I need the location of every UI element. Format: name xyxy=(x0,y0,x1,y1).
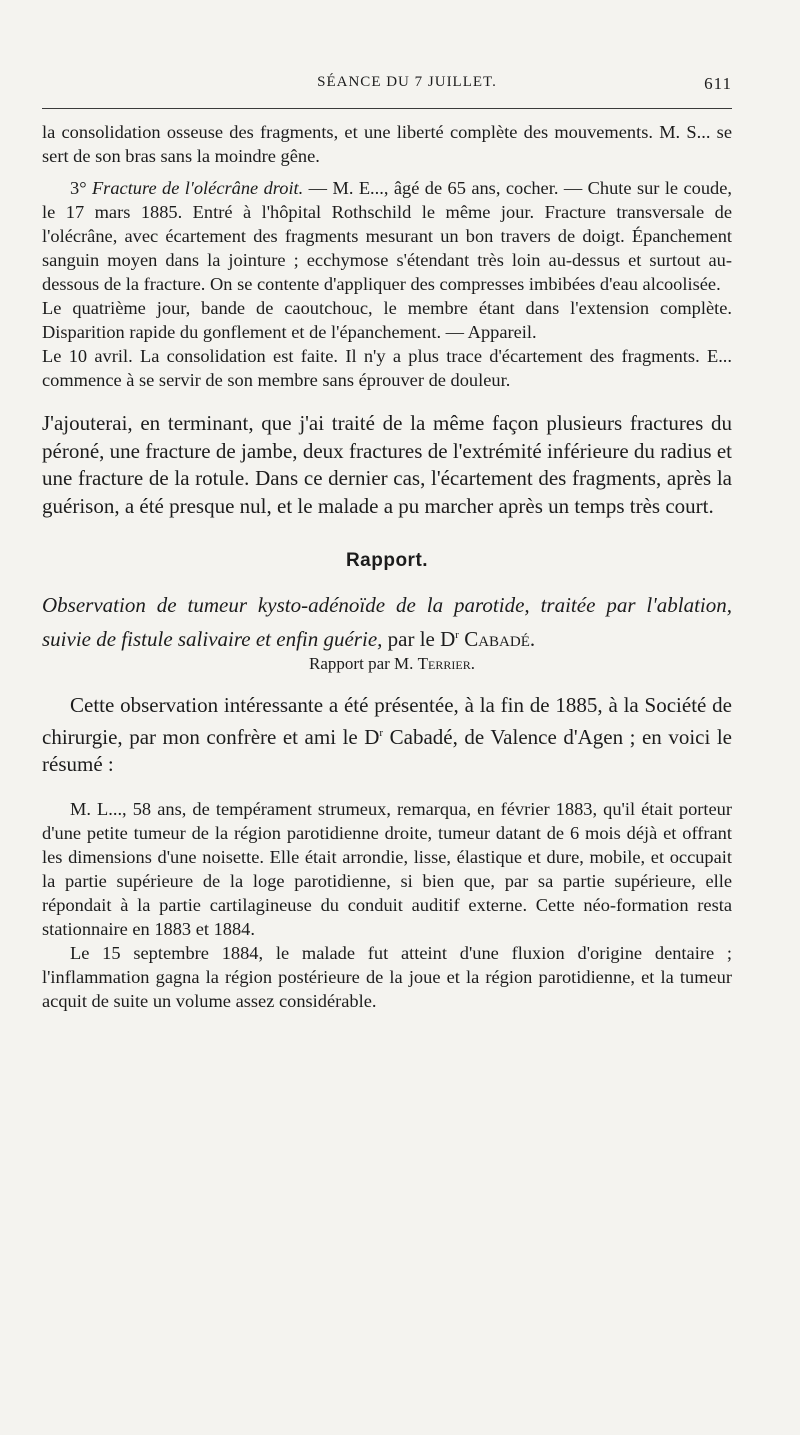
document-page xyxy=(42,70,733,1011)
observation-title: Observation de tumeur kysto-adénoïde de la parotide, traitée par l'ablation, suivie de fistule salivaire et enfin guérie, par le $D^r$ Cabadé. xyxy=(42,593,732,651)
page-number: 611 xyxy=(704,74,732,93)
body-text xyxy=(42,120,732,1013)
paragraph: M. L..., 58 ans, de tempérament strumeux, remarqua, en février 1883, qu'il était porteur d'une petite tumeur de la région parotidienne droite, tumeur datant de 6 mois déjà et offrant les dimensions d'une noisette. Elle était arrondie, lisse, élastique et dure, mobile, et occupait la partie supérieure de la loge parotidienne, si bien que, par sa partie supérieure, elle répondait à la partie cartilagineuse du conduit auditif externe. Cette néo-formation resta stationnaire en 1883 et 1884. xyxy=(42,798,732,939)
section-heading: Rapport. xyxy=(345,550,429,571)
paragraph: 3° Fracture de l'olécrâne droit. — M. E..., âgé de 65 ans, cocher. — Chute sur le coude, le 17 mars 1885. Entré à l'hôpital Rothschild le même jour. Fracture transversale de l'olécrâne, avec écartement des fragments mesurant un bon travers de doigt. Épanchement sanguin moyen dans la jointure ; ecchymose s'étendant très loin au-dessus et surtout au-dessous de la fracture. On se contente d'appliquer des compresses imbibées d'eau alcoolisée. xyxy=(42,178,733,294)
paragraph: la consolidation osseuse des fragments, et une liberté complète des mouvements. M. S... se sert de son bras sans la moindre gêne. xyxy=(42,122,732,166)
header-rule xyxy=(42,108,732,109)
report-summary-section xyxy=(42,797,732,1013)
report-author: Rapport par M. Terrier. xyxy=(309,654,475,673)
running-header xyxy=(42,70,732,98)
case-title: Fracture de l'olécrâne droit. xyxy=(91,178,304,198)
paragraph: Cette observation intéressante a été présentée, à la fin de 1885, à la Société de chirurgie, par mon confrère et ami le $D^r$ Cabadé, de Valence d'Agen ; en voici le résumé : xyxy=(42,693,732,776)
paragraph: Le quatrième jour, bande de caoutchouc, le membre étant dans l'extension complète. Disparition rapide du gonflement et de l'épanchement. — Appareil. xyxy=(42,298,732,342)
report-intro-section xyxy=(42,692,732,779)
conclusion-section xyxy=(42,410,732,520)
paragraph: Le 10 avril. La consolidation est faite. Il n'y a plus trace d'écartement des fragments. E... commence à se servir de son membre sans éprouver de douleur. xyxy=(42,346,732,390)
header-title: SÉANCE DU 7 JUILLET. xyxy=(317,74,497,90)
paragraph: Le 15 septembre 1884, le malade fut atteint d'une fluxion d'origine dentaire ; l'inflammation gagna la région postérieure de la joue et la région parotidienne, et la tumeur acquit de suite un volume assez considérable. xyxy=(42,942,732,1011)
case-notes-section xyxy=(42,120,732,392)
paragraph: J'ajouterai, en terminant, que j'ai traité de la même façon plusieurs fractures du péroné, une fracture de jambe, deux fractures de l'extrémité inférieure du radius et une fracture de la rotule. Dans ce dernier cas, l'écartement des fragments, après la guérison, a été presque nul, et le malade a pu marcher après un temps très court. xyxy=(42,411,732,518)
